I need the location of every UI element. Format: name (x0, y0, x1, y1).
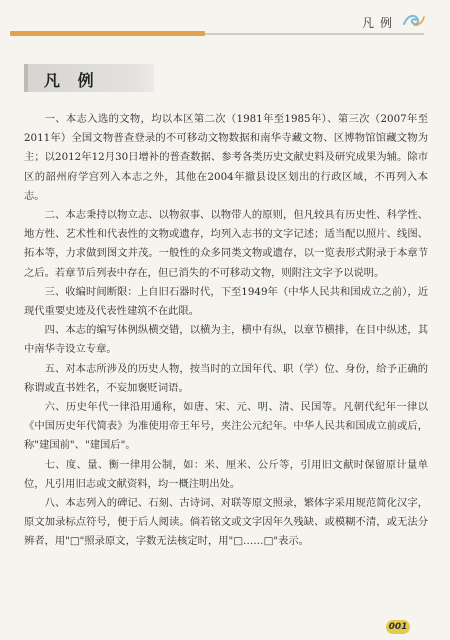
paragraph: 五、对本志所涉及的历史人物，按当时的立国年代、职（学）位、身份，给予正确的称谓或直书姓名，不妄加褒贬词语。 (24, 362, 428, 394)
paragraph: 二、本志秉持以物立志、以物叙事、以物带人的原则，但凡较具有历史性、科学性、地方性、艺术性和代表性的文物或遗存，均列入志书的文字记述；适当配以照片、线图、拓本等，力求做到图文并茂。一般性的众多同类文物或遗存，以一览表形式附录于本章节之后。若章节后列表中存在，但已消失的不可移动文物，则附注文字予以说明。 (24, 209, 428, 279)
header-section-label: 凡例 (361, 16, 398, 30)
paragraph: 四、本志的编写体例纵横交错，以横为主，横中有纵，以章节横排，在目中纵述，其中南华寺设立专章。 (24, 324, 428, 356)
paragraph: 三、收编时间断限：上自旧石器时代，下至1949年（中华人民共和国成立之前），近现代重要史迹及代表性建筑不在此限。 (24, 285, 428, 318)
paragraph: 八、本志列入的碑记、石刻、古诗词、对联等原文照录，繁体字采用规范简化汉字，原文加录标点符号，便于后人阅读。倘若铭文或文字因年久残缺、或模糊不清，或无法分辨者，用"□"照录原文，字数无法核定时，用"□……□"表示。 (24, 497, 428, 548)
page-header (0, 0, 450, 40)
paragraph: 七、度、量、衡一律用公制，如：米、厘米、公斤等，引用旧文献时保留原计量单位，凡引用旧志或文献资料，均一概注明出处。 (24, 458, 428, 490)
page-number: 001 (386, 620, 410, 634)
body-text (24, 110, 428, 552)
swirl-emblem-icon (402, 12, 426, 28)
page-title-box (24, 64, 154, 92)
page-title: 凡 例 (44, 71, 100, 90)
paragraph: 一、本志入选的文物，均以本区第二次（1981年至1985年）、第三次（2007年至2011年）全国文物普查登录的不可移动文物数据和南华寺藏文物、区博物馆馆藏文物为主；以2012年12月30日增补的普查数据、参考各类历史文献史料及研究成果为辅。除市区的韶州府学宫列入本志之外，其他在2004年撤县设区划出的行政区域，不再列入本志。 (24, 113, 428, 202)
header-accent-bar (10, 31, 205, 36)
paragraph: 六、历史年代一律沿用通称，如唐、宋、元、明、清、民国等。凡朝代纪年一律以《中国历史年代简表》为准使用帝王年号，夹注公元纪年。中华人民共和国成立前或后，称"建国前"、"建国后"。 (24, 401, 428, 452)
